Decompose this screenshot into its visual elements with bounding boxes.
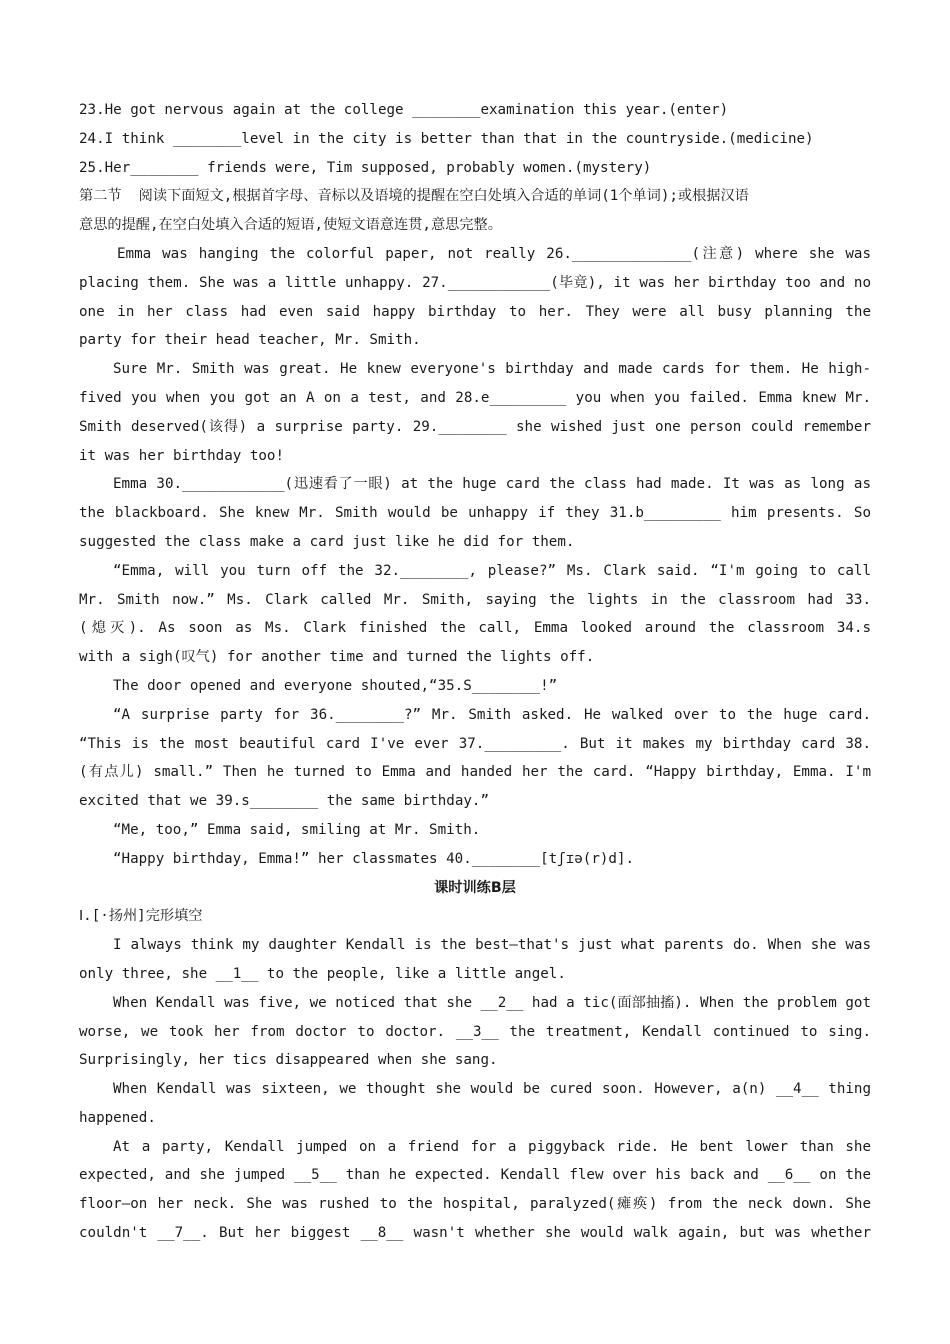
- text-line: “Happy birthday, Emma!” her classmates 40.________[tʃɪə(r)d].: [113, 850, 635, 867]
- text-line: When Kendall was five, we noticed that she __2__ had a tic(面部抽搐). When the problem got: [113, 994, 871, 1011]
- text-line: fived you when you got an A on a test, and 28.e_________ you when you failed. Emma knew Mr.: [79, 389, 871, 406]
- text-line: 第二节 阅读下面短文,根据首字母、音标以及语境的提醒在空白处填入合适的单词(1个单词);或根据汉语: [79, 188, 749, 205]
- text-line: Emma was hanging the colorful paper, not really 26.______________(注意) where she was: [117, 245, 871, 262]
- text-line: “This is the most beautiful card I've ever 37._________. But it makes my birthday card 38.: [79, 735, 871, 752]
- text-line: party for their head teacher, Mr. Smith.: [79, 332, 421, 349]
- text-line: expected, and she jumped __5__ than he expected. Kendall flew over his back and __6__ on the: [79, 1167, 871, 1184]
- text-line: Emma 30.____________(迅速看了一眼) at the huge card the class had made. It was as long as: [113, 476, 871, 493]
- text-line: floor—on her neck. She was rushed to the hospital, paralyzed(瘫痪) from the neck down. She: [79, 1196, 871, 1213]
- text-line: the blackboard. She knew Mr. Smith would be unhappy if they 31.b_________ him presents. So: [79, 505, 871, 522]
- text-line: one in her class had even said happy birthday to her. They were all busy planning the: [79, 303, 871, 320]
- text-line: excited that we 39.s________ the same birthday.”: [79, 793, 489, 810]
- text-line: (熄灭). As soon as Ms. Clark finished the call, Emma looked around the classroom 34.s: [79, 620, 871, 637]
- text-line: 25.Her________ friends were, Tim supposed, probably women.(mystery): [79, 159, 652, 176]
- text-line: suggested the class make a card just like he did for them.: [79, 533, 575, 550]
- text-line: Ⅰ.[·扬州]完形填空: [79, 908, 203, 925]
- text-line: Mr. Smith now.” Ms. Clark called Mr. Smith, saying the lights in the classroom had 33.: [79, 591, 871, 608]
- text-line: I always think my daughter Kendall is the best—that's just what parents do. When she was: [113, 937, 871, 954]
- text-line: with a sigh(叹气) for another time and turned the lights off.: [79, 649, 595, 666]
- text-line: The door opened and everyone shouted,“35.S________!”: [113, 677, 558, 694]
- text-line: At a party, Kendall jumped on a friend for a piggyback ride. He bent lower than she: [113, 1138, 871, 1155]
- text-line: only three, she __1__ to the people, like a little angel.: [79, 965, 566, 982]
- text-line: 23.He got nervous again at the college ________examination this year.(enter): [79, 102, 729, 118]
- section-heading: 课时训练B层: [434, 879, 516, 896]
- text-line: 意思的提醒,在空白处填入合适的短语,使短文语意连贯,意思完整。: [79, 217, 502, 234]
- text-line: Sure Mr. Smith was great. He knew everyone's birthday and made cards for them. He high-: [113, 361, 871, 378]
- text-line: “A surprise party for 36.________?” Mr. Smith asked. He walked over to the huge card.: [113, 706, 871, 723]
- text-line: it was her birthday too!: [79, 447, 284, 464]
- text-line: worse, we took her from doctor to doctor. __3__ the treatment, Kendall continued to sing.: [79, 1023, 871, 1040]
- text-line: “Me, too,” Emma said, smiling at Mr. Smith.: [113, 821, 481, 838]
- text-line: When Kendall was sixteen, we thought she would be cured soon. However, a(n) __4__ thing: [113, 1081, 871, 1098]
- text-line: happened.: [79, 1109, 156, 1126]
- text-line: couldn't __7__. But her biggest __8__ wasn't whether she would walk again, but was whether: [79, 1225, 871, 1242]
- text-line: “Emma, will you turn off the 32.________, please?” Ms. Clark said. “I'm going to call: [113, 562, 871, 579]
- text-line: Surprisingly, her tics disappeared when she sang.: [79, 1052, 498, 1069]
- text-line: placing them. She was a little unhappy. 27.____________(毕竟), it was her birthday too and no: [79, 274, 871, 291]
- document-page: [79, 96, 871, 1248]
- text-line: Smith deserved(该得) a surprise party. 29.________ she wished just one person could remember: [79, 418, 871, 435]
- text-line: 24.I think ________level in the city is better than that in the countryside.(medicine): [79, 130, 814, 147]
- text-line: (有点儿) small.” Then he turned to Emma and handed her the card. “Happy birthday, Emma. I'm: [79, 764, 871, 781]
